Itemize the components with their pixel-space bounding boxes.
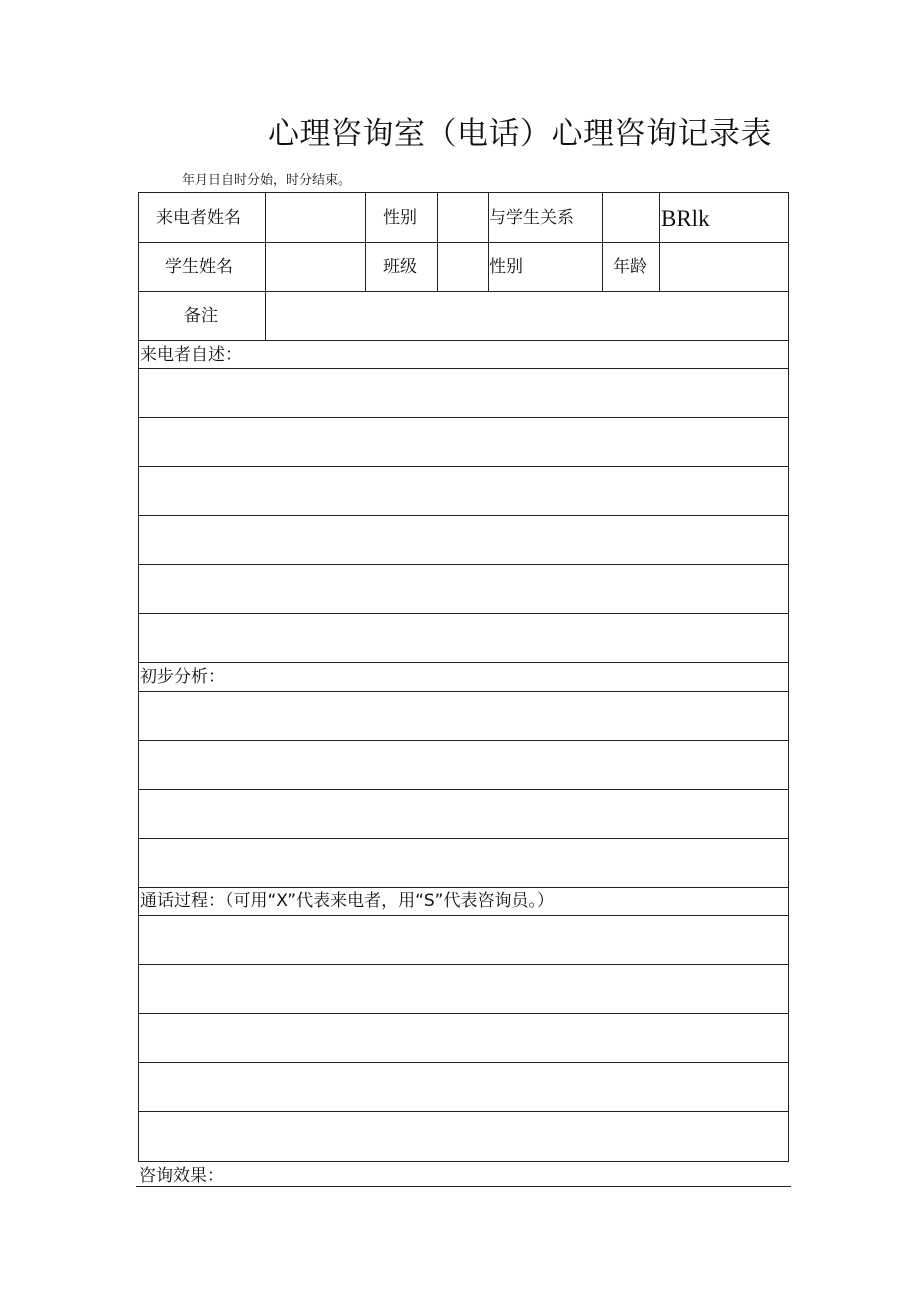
counseling-effect-underline [136,1186,791,1187]
caller-gender-field[interactable] [438,194,488,242]
age-field[interactable] [660,243,788,291]
counseling-effect-label: 咨询效果： [139,1166,224,1186]
table-bottom-border [138,1161,789,1162]
page-title: 心理咨询室（电话）心理咨询记录表 [268,116,772,152]
remarks-label: 备注 [184,306,218,326]
remarks-field[interactable] [266,292,788,340]
class-field[interactable] [438,243,488,291]
student-name-label: 学生姓名 [165,257,233,277]
class-label: 班级 [383,257,417,277]
caller-name-label: 来电者姓名 [156,208,241,228]
age-label: 年龄 [613,257,647,277]
caller-gender-label: 性别 [383,208,417,228]
student-gender-field[interactable] [489,243,602,291]
student-name-field[interactable] [266,243,365,291]
preliminary-analysis-area[interactable] [139,692,788,887]
column-divider [365,192,366,291]
student-gender-label: 性别 [489,257,523,277]
call-process-label: 通话过程：（可用“X”代表来电者，用“S”代表咨询员。） [140,891,554,911]
caller-statement-area[interactable] [139,369,788,662]
preliminary-analysis-label: 初步分析： [140,667,225,687]
call-process-area[interactable] [139,916,788,1161]
relation-label: 与学生关系 [489,208,574,228]
time-record-line: 年月日自时分始，时分结束。 [182,173,352,188]
relation-field[interactable] [603,194,659,242]
caller-statement-label: 来电者自述： [140,345,242,365]
table-right-border [788,192,789,1162]
row-divider [138,887,789,888]
row-divider [138,662,789,663]
caller-name-field[interactable] [266,194,365,242]
top-right-handwritten-text: BRlk [661,206,710,231]
row-divider [138,340,789,341]
table-top-border [138,192,789,193]
